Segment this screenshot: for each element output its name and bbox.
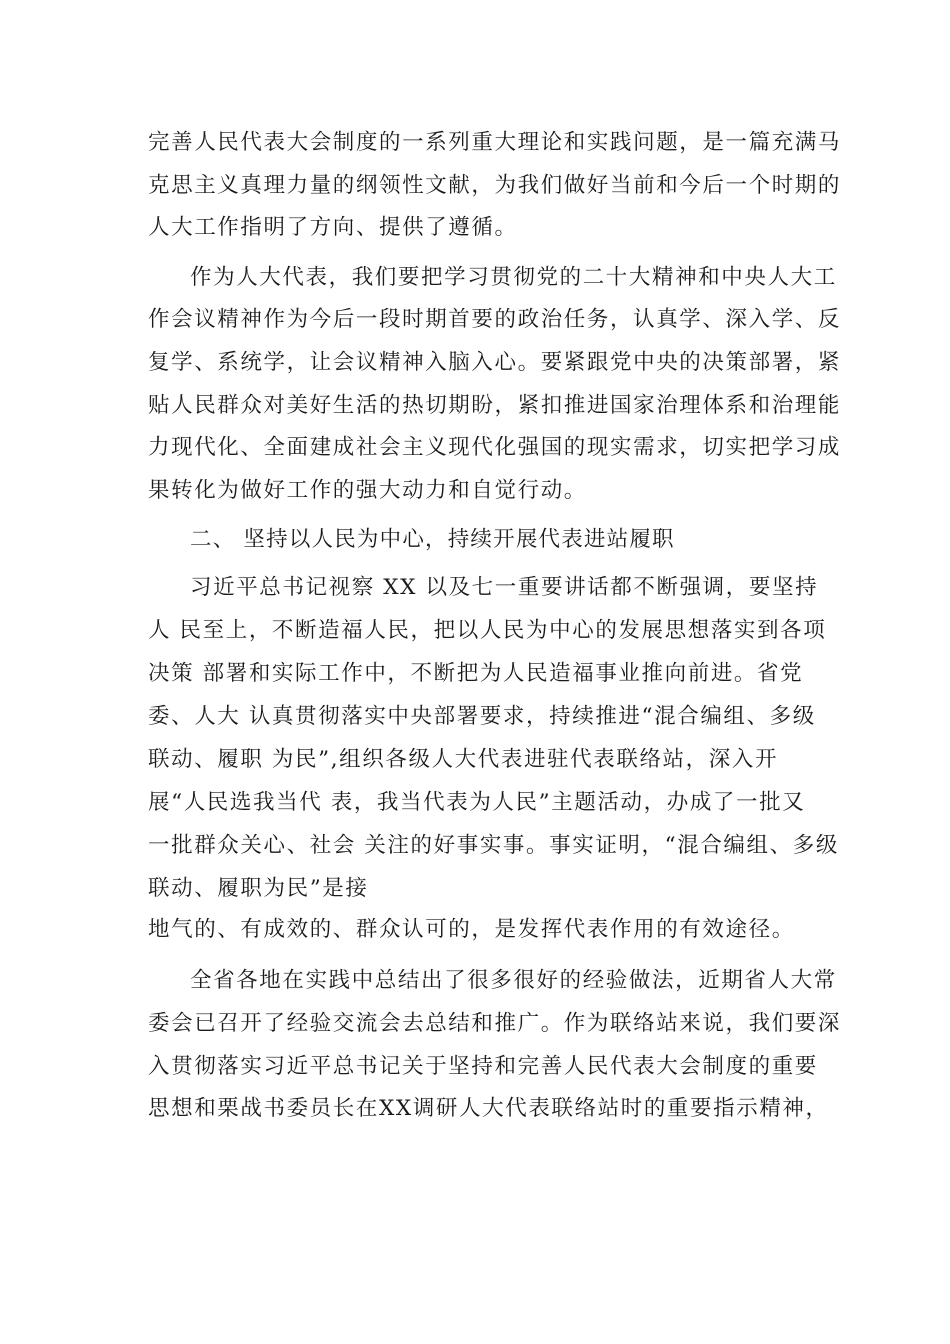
paragraph-line: 展“人民选我当代 表，我当代表为人民”主题活动，办成了一批又: [148, 790, 806, 815]
paragraph-line: 一批群众关心、社会 关注的好事实事。事实证明，“混合编组、多级: [148, 833, 839, 858]
paragraph-line: 联动、履职为民”是接: [148, 876, 369, 901]
paragraph-line: 人 民至上，不断造福人民，把以人民为中心的发展思想落实到各项: [148, 618, 827, 643]
paragraph-line: 作会议精神作为今后一段时期首要的政治任务，认真学、深入学、反: [148, 307, 842, 332]
paragraph-line: 作为人大代表，我们要把学习贯彻党的二十大精神和中央人大工: [190, 265, 837, 290]
paragraph-line: 思想和栗战书委员长在XX调研人大代表联络站时的重要指示精神，: [148, 1096, 829, 1121]
paragraph-line: 人大工作指明了方向、提供了遵循。: [148, 215, 518, 240]
paragraph-line: 联动、履职 为民”,组织各级人大代表进驻代表联络站，深入开: [148, 747, 779, 772]
paragraph-line: 贴人民群众对美好生活的热切期盼，紧扣推进国家治理体系和治理能: [148, 393, 842, 418]
paragraph-line: 委会已召开了经验交流会去总结和推广。作为联络站来说，我们要深: [148, 1011, 842, 1036]
paragraph-line: 克思主义真理力量的纲领性文献，为我们做好当前和今后一个时期的: [148, 173, 842, 198]
paragraph-line: 决策 部署和实际工作中，不断把为人民造福事业推向前进。省党: [148, 661, 804, 686]
paragraph-line: 复学、系统学，让会议精神入脑入心。要紧跟党中央的决策部署，紧: [148, 350, 842, 375]
paragraph-line: 地气的、有成效的、群众认可的，是发挥代表作用的有效途径。: [148, 917, 795, 942]
paragraph-line: 全省各地在实践中总结出了很多很好的经验做法，近期省人大常: [190, 968, 837, 993]
paragraph-line: 力现代化、全面建成社会主义现代化强国的现实需求，切实把学习成: [148, 435, 842, 460]
paragraph-line: 习近平总书记视察 XX 以及七一重要讲话都不断强调，要坚持: [190, 575, 819, 600]
section-heading: 二、 坚持以人民为中心，持续开展代表进站履职: [190, 527, 675, 552]
paragraph-line: 委、人大 认真贯彻落实中央部署要求，持续推进“混合编组、多级: [148, 704, 816, 729]
paragraph-line: 入贯彻落实习近平总书记关于坚持和完善人民代表大会制度的重要: [148, 1054, 818, 1079]
paragraph-line: 完善人民代表大会制度的一系列重大理论和实践问题，是一篇充满马: [148, 130, 842, 155]
paragraph-line: 果转化为做好工作的强大动力和自觉行动。: [148, 478, 587, 503]
